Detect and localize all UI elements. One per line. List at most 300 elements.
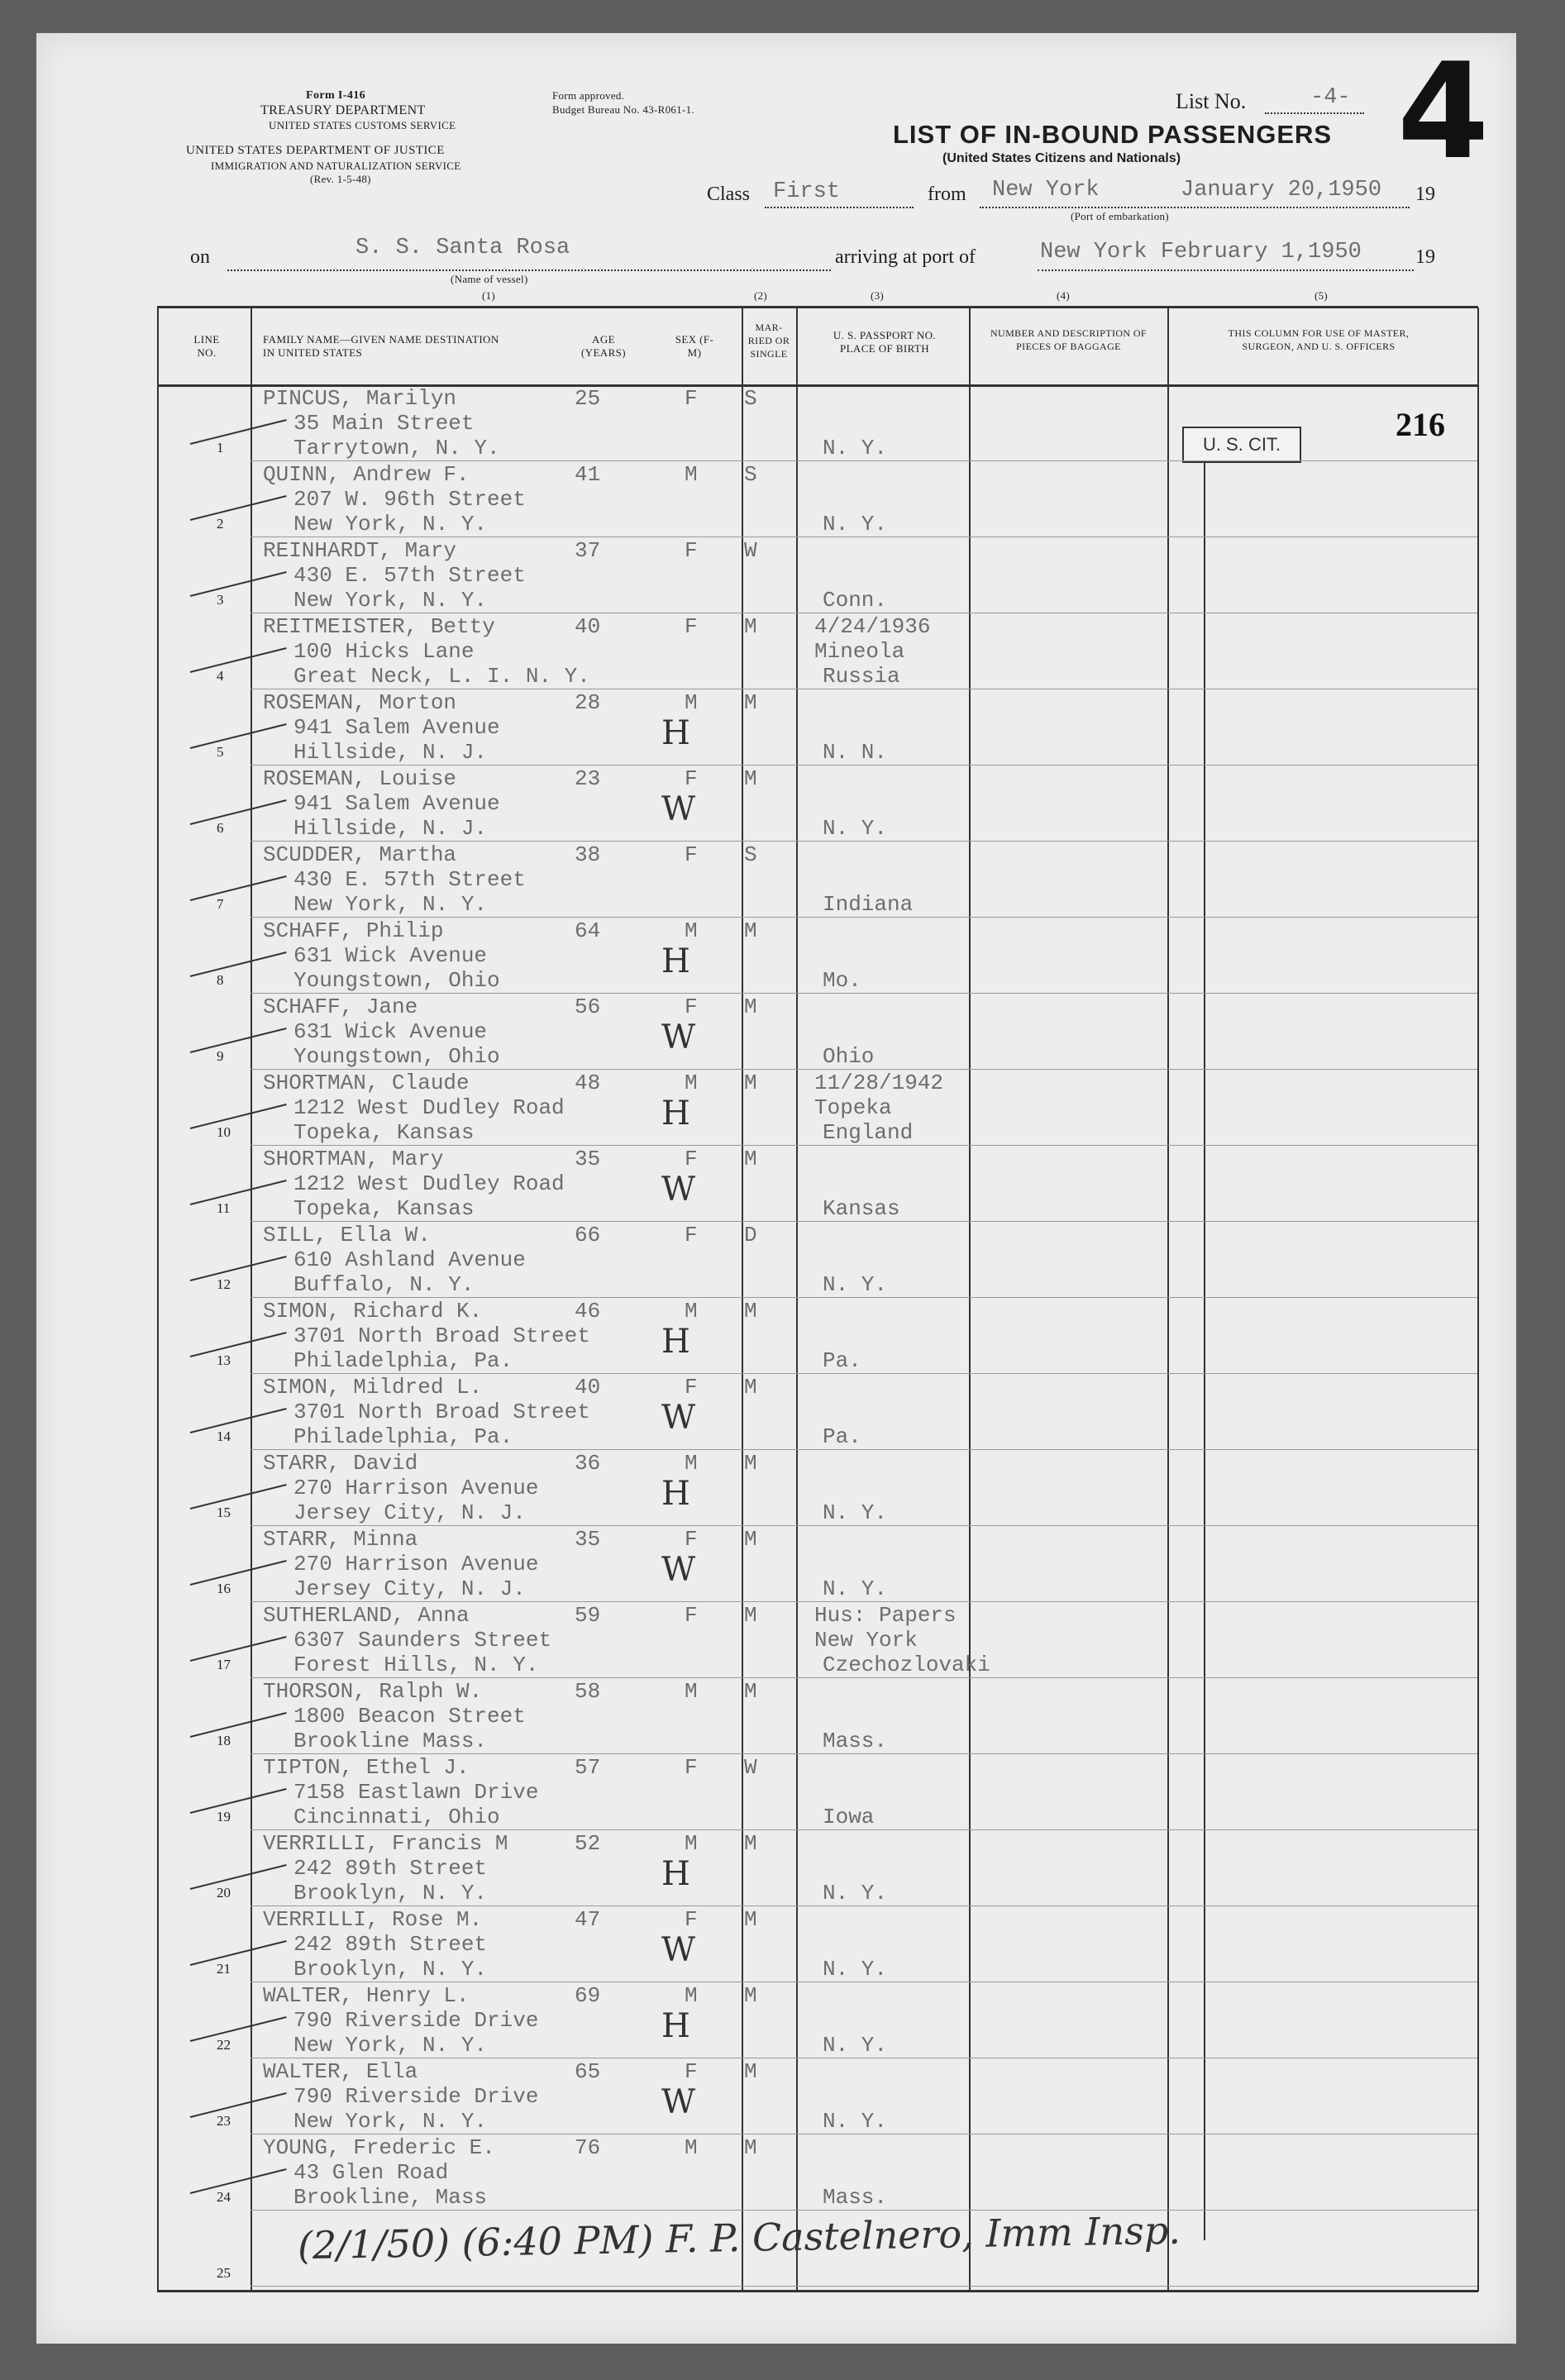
address-street: 1212 West Dudley Road bbox=[293, 1095, 565, 1120]
passenger-name: YOUNG, Frederic E. bbox=[263, 2135, 495, 2160]
marital-status: M bbox=[744, 2135, 757, 2160]
row-divider bbox=[250, 2286, 1477, 2287]
check-mark bbox=[190, 1864, 287, 1890]
passenger-name: QUINN, Andrew F. bbox=[263, 462, 470, 487]
hand-mark: W bbox=[661, 2083, 696, 2121]
marital-status: M bbox=[744, 766, 757, 791]
line-number: 19 bbox=[217, 1809, 231, 1824]
passenger-row bbox=[0, 385, 1565, 461]
line-number: 14 bbox=[217, 1428, 231, 1444]
check-mark bbox=[190, 2168, 287, 2194]
age: 35 bbox=[575, 1527, 601, 1552]
class-label: Class bbox=[707, 184, 751, 205]
birth-line-3: N. Y. bbox=[823, 816, 888, 841]
age: 59 bbox=[575, 1603, 601, 1628]
marital-status: M bbox=[744, 1375, 757, 1400]
marital-status: M bbox=[744, 690, 757, 715]
marital-status: S bbox=[744, 462, 757, 487]
sex: M bbox=[685, 1983, 698, 2008]
address-street: 430 E. 57th Street bbox=[293, 867, 526, 892]
hand-mark: W bbox=[661, 1171, 696, 1209]
check-mark bbox=[190, 799, 287, 825]
sex: M bbox=[685, 462, 698, 487]
passenger-row bbox=[0, 918, 1565, 994]
address-city: Tarrytown, N. Y. bbox=[293, 436, 500, 460]
age: 66 bbox=[575, 1223, 601, 1247]
customs-service: UNITED STATES CUSTOMS SERVICE bbox=[269, 119, 456, 131]
sex: M bbox=[685, 1451, 698, 1476]
col-num-5: (5) bbox=[1315, 289, 1329, 302]
marital-status: M bbox=[744, 1907, 757, 1932]
age: 58 bbox=[575, 1679, 601, 1704]
revision: (Rev. 1-5-48) bbox=[310, 173, 371, 185]
passenger-row bbox=[0, 689, 1565, 766]
birth-line-1: Hus: Papers bbox=[814, 1603, 957, 1628]
check-mark bbox=[190, 2092, 287, 2118]
marital-status: W bbox=[744, 1755, 757, 1780]
dept-name: TREASURY DEPARTMENT bbox=[260, 103, 426, 117]
document-title: LIST OF IN-BOUND PASSENGERS bbox=[893, 120, 1333, 149]
sex: F bbox=[685, 1755, 698, 1780]
address-street: 270 Harrison Avenue bbox=[293, 1552, 539, 1576]
vessel-caption: (Name of vessel) bbox=[451, 273, 528, 285]
line-number: 9 bbox=[217, 1048, 224, 1064]
marital-status: M bbox=[744, 994, 757, 1019]
marital-status: M bbox=[744, 1071, 757, 1095]
col-num-4: (4) bbox=[1057, 289, 1071, 302]
form-approved: Form approved. bbox=[552, 89, 625, 102]
birth-line-1: 4/24/1936 bbox=[814, 614, 931, 639]
birth-line-3: N. Y. bbox=[823, 2033, 888, 2058]
check-mark bbox=[190, 647, 287, 673]
passenger-row bbox=[0, 1526, 1565, 1602]
address-city: Jersey City, N. J. bbox=[293, 1576, 526, 1601]
birth-line-3: N. Y. bbox=[823, 1272, 888, 1297]
address-city: Cincinnati, Ohio bbox=[293, 1805, 500, 1829]
list-label: List No. bbox=[1176, 89, 1247, 113]
passenger-name: SHORTMAN, Mary bbox=[263, 1147, 444, 1171]
age: 64 bbox=[575, 918, 601, 943]
address-city: New York, N. Y. bbox=[293, 2109, 488, 2134]
passenger-row bbox=[0, 842, 1565, 918]
passenger-name: SHORTMAN, Claude bbox=[263, 1071, 470, 1095]
address-city: Buffalo, N. Y. bbox=[293, 1272, 475, 1297]
passenger-name: STARR, Minna bbox=[263, 1527, 418, 1552]
passenger-row bbox=[0, 1678, 1565, 1754]
address-city: New York, N. Y. bbox=[293, 512, 488, 537]
passenger-row bbox=[0, 1222, 1565, 1298]
marital-status: M bbox=[744, 1299, 757, 1324]
check-mark bbox=[190, 1180, 287, 1205]
sex: F bbox=[685, 1375, 698, 1400]
line-number: 12 bbox=[217, 1276, 231, 1292]
address-street: 430 E. 57th Street bbox=[293, 563, 526, 588]
passenger-row bbox=[0, 1070, 1565, 1146]
arriving-label: arriving at port of bbox=[835, 246, 976, 268]
birth-line-3: England bbox=[823, 1120, 914, 1145]
marital-status: M bbox=[744, 1603, 757, 1628]
address-street: 941 Salem Avenue bbox=[293, 791, 500, 816]
address-city: New York, N. Y. bbox=[293, 892, 488, 917]
vessel-name: S. S. Santa Rosa bbox=[355, 236, 570, 260]
passenger-name: SCUDDER, Martha bbox=[263, 842, 457, 867]
age: 52 bbox=[575, 1831, 601, 1856]
passenger-row bbox=[0, 1754, 1565, 1830]
line-number: 1 bbox=[217, 440, 224, 455]
marital-status: M bbox=[744, 1831, 757, 1856]
age: 46 bbox=[575, 1299, 601, 1324]
marital-status: M bbox=[744, 1527, 757, 1552]
sex: F bbox=[685, 538, 698, 563]
birth-line-3: Pa. bbox=[823, 1348, 861, 1373]
passenger-name: SUTHERLAND, Anna bbox=[263, 1603, 470, 1628]
passenger-name: VERRILLI, Francis M bbox=[263, 1831, 508, 1856]
check-mark bbox=[190, 1940, 287, 1966]
passenger-row bbox=[0, 461, 1565, 537]
birth-line-3: N. Y. bbox=[823, 2109, 888, 2134]
line-number: 4 bbox=[217, 668, 224, 684]
hand-mark: H bbox=[661, 1323, 690, 1361]
birth-line-3: N. Y. bbox=[823, 512, 888, 537]
line-number: 17 bbox=[217, 1657, 231, 1672]
header-line-no: LINE NO. bbox=[193, 333, 220, 359]
check-mark bbox=[190, 1028, 287, 1053]
from-label: from bbox=[928, 184, 966, 205]
hand-mark: W bbox=[661, 790, 696, 828]
col-num-2: (2) bbox=[754, 289, 768, 302]
address-street: 6307 Saunders Street bbox=[293, 1628, 552, 1653]
age: 36 bbox=[575, 1451, 601, 1476]
line-number: 23 bbox=[217, 2113, 231, 2129]
passenger-name: WALTER, Ella bbox=[263, 2059, 418, 2084]
line-number: 18 bbox=[217, 1733, 231, 1748]
line-number: 13 bbox=[217, 1352, 231, 1368]
sex: M bbox=[685, 1299, 698, 1324]
marital-status: S bbox=[744, 842, 757, 867]
hand-mark: H bbox=[661, 1475, 690, 1513]
passenger-name: VERRILLI, Rose M. bbox=[263, 1907, 483, 1932]
check-mark bbox=[190, 1484, 287, 1510]
hand-mark: H bbox=[661, 1095, 690, 1133]
line-number: 24 bbox=[217, 2189, 231, 2205]
address-city: Philadelphia, Pa. bbox=[293, 1424, 513, 1449]
age: 35 bbox=[575, 1147, 601, 1171]
birth-line-2: Topeka bbox=[814, 1095, 892, 1120]
check-mark bbox=[190, 1256, 287, 1281]
check-mark bbox=[190, 875, 287, 901]
line-number: 15 bbox=[217, 1505, 231, 1520]
address-street: 207 W. 96th Street bbox=[293, 487, 526, 512]
address-street: 3701 North Broad Street bbox=[293, 1400, 590, 1424]
check-mark bbox=[190, 1332, 287, 1357]
passenger-name: TIPTON, Ethel J. bbox=[263, 1755, 470, 1780]
marital-status: W bbox=[744, 538, 757, 563]
passenger-name: SIMON, Richard K. bbox=[263, 1299, 483, 1324]
hand-mark: W bbox=[661, 1931, 696, 1969]
sex: F bbox=[685, 994, 698, 1019]
sex: F bbox=[685, 2059, 698, 2084]
address-city: New York, N. Y. bbox=[293, 2033, 488, 2058]
line-number: 16 bbox=[217, 1581, 231, 1596]
address-city: Brookline, Mass bbox=[293, 2185, 488, 2210]
birth-line-3: Mass. bbox=[823, 2185, 888, 2210]
check-mark bbox=[190, 1788, 287, 1814]
birth-line-3: Conn. bbox=[823, 588, 888, 613]
age: 69 bbox=[575, 1983, 601, 2008]
passenger-name: THORSON, Ralph W. bbox=[263, 1679, 483, 1704]
birth-line-3: N. Y. bbox=[823, 1576, 888, 1601]
passenger-name: SCHAFF, Philip bbox=[263, 918, 444, 943]
class-value: First bbox=[773, 179, 841, 204]
sex: M bbox=[685, 1679, 698, 1704]
birth-line-3: Pa. bbox=[823, 1424, 861, 1449]
passenger-row bbox=[0, 1830, 1565, 1906]
header-officers: THIS COLUMN FOR USE OF MASTER, SURGEON, AND U. S. OFFICERS bbox=[1228, 327, 1410, 352]
sex: F bbox=[685, 1223, 698, 1247]
hand-mark: H bbox=[661, 714, 690, 752]
sex: M bbox=[685, 2135, 698, 2160]
header-baggage: NUMBER AND DESCRIPTION OF PIECES OF BAGGAGE bbox=[990, 327, 1148, 352]
address-street: 610 Ashland Avenue bbox=[293, 1247, 526, 1272]
passenger-name: STARR, David bbox=[263, 1451, 418, 1476]
line-number: 5 bbox=[217, 744, 224, 760]
age: 23 bbox=[575, 766, 601, 791]
address-street: 242 89th Street bbox=[293, 1856, 488, 1881]
address-street: 7158 Eastlawn Drive bbox=[293, 1780, 539, 1805]
embark-port: New York bbox=[992, 178, 1100, 203]
list-number-large: 4 bbox=[1397, 34, 1490, 188]
passenger-name: ROSEMAN, Louise bbox=[263, 766, 457, 791]
passenger-row bbox=[0, 1906, 1565, 1982]
birth-line-2: Mineola bbox=[814, 639, 905, 664]
address-city: Hillside, N. J. bbox=[293, 740, 488, 765]
age: 38 bbox=[575, 842, 601, 867]
birth-line-3: Ohio bbox=[823, 1044, 875, 1069]
check-mark bbox=[190, 952, 287, 977]
check-mark bbox=[190, 723, 287, 749]
sex: F bbox=[685, 1147, 698, 1171]
marital-status: D bbox=[744, 1223, 757, 1247]
line-number: 10 bbox=[217, 1124, 231, 1140]
address-city: Youngstown, Ohio bbox=[293, 968, 500, 993]
hand-mark: W bbox=[661, 1399, 696, 1437]
passenger-name: ROSEMAN, Morton bbox=[263, 690, 457, 715]
passenger-row bbox=[0, 766, 1565, 842]
check-mark bbox=[190, 2016, 287, 2042]
marital-status: M bbox=[744, 1679, 757, 1704]
birth-line-2: New York bbox=[814, 1628, 918, 1653]
passenger-row bbox=[0, 1298, 1565, 1374]
line-number: 8 bbox=[217, 972, 224, 988]
on-label: on bbox=[190, 246, 210, 268]
line-number: 6 bbox=[217, 820, 224, 836]
hand-mark: H bbox=[661, 1855, 690, 1893]
address-street: 3701 North Broad Street bbox=[293, 1324, 590, 1348]
sex: M bbox=[685, 1831, 698, 1856]
header-passport: U. S. PASSPORT NO. PLACE OF BIRTH bbox=[833, 329, 937, 355]
birth-line-3: Mass. bbox=[823, 1729, 888, 1753]
address-city: Youngstown, Ohio bbox=[293, 1044, 500, 1069]
line-number: 21 bbox=[217, 1961, 231, 1977]
document-subtitle: (United States Citizens and Nationals) bbox=[942, 151, 1181, 165]
age: 56 bbox=[575, 994, 601, 1019]
passenger-name: REITMEISTER, Betty bbox=[263, 614, 495, 639]
line-number: 11 bbox=[217, 1200, 231, 1216]
justice-dept: UNITED STATES DEPARTMENT OF JUSTICE bbox=[186, 144, 445, 157]
sex: F bbox=[685, 386, 698, 411]
address-street: 35 Main Street bbox=[293, 411, 475, 436]
address-city: Philadelphia, Pa. bbox=[293, 1348, 513, 1373]
passenger-name: SCHAFF, Jane bbox=[263, 994, 418, 1019]
birth-line-3: Russia bbox=[823, 664, 900, 689]
line-number: 22 bbox=[217, 2037, 231, 2053]
hand-mark: W bbox=[661, 1551, 696, 1589]
inspector-signature: (2/1/50) (6:40 PM) F. P. Castelnero, Imm Insp. bbox=[297, 2207, 1181, 2268]
address-street: 100 Hicks Lane bbox=[293, 639, 475, 664]
col-num-3: (3) bbox=[871, 289, 885, 302]
birth-line-3: N. Y. bbox=[823, 1500, 888, 1525]
passenger-name: WALTER, Henry L. bbox=[263, 1983, 470, 2008]
sex: M bbox=[685, 918, 698, 943]
passenger-row bbox=[0, 1982, 1565, 2058]
passenger-row bbox=[0, 2134, 1565, 2211]
age: 48 bbox=[575, 1071, 601, 1095]
address-city: New York, N. Y. bbox=[293, 588, 488, 613]
check-mark bbox=[190, 1408, 287, 1433]
year-suffix-2: 19 bbox=[1415, 246, 1435, 268]
col-num-1: (1) bbox=[482, 289, 496, 302]
address-street: 790 Riverside Drive bbox=[293, 2084, 539, 2109]
arrival-info: New York February 1,1950 bbox=[1040, 240, 1362, 265]
passenger-row bbox=[0, 2058, 1565, 2134]
passenger-row bbox=[0, 1450, 1565, 1526]
line-number: 25 bbox=[217, 2265, 231, 2281]
birth-line-3: N. Y. bbox=[823, 436, 888, 460]
passenger-name: SILL, Ella W. bbox=[263, 1223, 431, 1247]
us-citizen-stamp: U. S. CIT. bbox=[1182, 427, 1301, 463]
line-number: 2 bbox=[217, 516, 224, 532]
year-suffix: 19 bbox=[1415, 184, 1435, 205]
sex: F bbox=[685, 766, 698, 791]
address-city: Topeka, Kansas bbox=[293, 1196, 475, 1221]
passenger-row bbox=[0, 1374, 1565, 1450]
page-number: 216 bbox=[1396, 406, 1445, 443]
marital-status: M bbox=[744, 1451, 757, 1476]
address-street: 790 Riverside Drive bbox=[293, 2008, 539, 2033]
passenger-row bbox=[0, 994, 1565, 1070]
hand-mark: W bbox=[661, 1018, 696, 1056]
marital-status: M bbox=[744, 2059, 757, 2084]
line-number: 20 bbox=[217, 1885, 231, 1901]
birth-line-3: Iowa bbox=[823, 1805, 875, 1829]
ins-service: IMMIGRATION AND NATURALIZATION SERVICE bbox=[211, 160, 461, 172]
marital-status: S bbox=[744, 386, 757, 411]
age: 28 bbox=[575, 690, 601, 715]
marital-status: M bbox=[744, 918, 757, 943]
age: 25 bbox=[575, 386, 601, 411]
passenger-name: SIMON, Mildred L. bbox=[263, 1375, 483, 1400]
header-sex: SEX (F-M) bbox=[675, 333, 714, 359]
sex: F bbox=[685, 1603, 698, 1628]
sex: F bbox=[685, 614, 698, 639]
address-city: Brookline Mass. bbox=[293, 1729, 488, 1753]
sex: M bbox=[685, 1071, 698, 1095]
birth-line-3: N. Y. bbox=[823, 1881, 888, 1905]
marital-status: M bbox=[744, 1147, 757, 1171]
sex: F bbox=[685, 1527, 698, 1552]
passenger-name: PINCUS, Marilyn bbox=[263, 386, 457, 411]
address-city: Forest Hills, N. Y. bbox=[293, 1653, 539, 1677]
age: 57 bbox=[575, 1755, 601, 1780]
age: 40 bbox=[575, 614, 601, 639]
line-number: 7 bbox=[217, 896, 224, 912]
passenger-name: REINHARDT, Mary bbox=[263, 538, 457, 563]
check-mark bbox=[190, 1560, 287, 1586]
check-mark bbox=[190, 571, 287, 597]
check-mark bbox=[190, 495, 287, 521]
check-mark bbox=[190, 1636, 287, 1662]
address-street: 43 Glen Road bbox=[293, 2160, 449, 2185]
hand-mark: H bbox=[661, 942, 690, 980]
birth-line-3: N. Y. bbox=[823, 1957, 888, 1982]
passenger-row bbox=[0, 1602, 1565, 1678]
port-embark-caption: (Port of embarkation) bbox=[1071, 210, 1169, 222]
age: 41 bbox=[575, 462, 601, 487]
address-street: 631 Wick Avenue bbox=[293, 943, 488, 968]
header-name: FAMILY NAME—GIVEN NAME DESTINATION IN UNITED STATES bbox=[263, 333, 499, 359]
address-city: Great Neck, L. I. N. Y. bbox=[293, 664, 590, 689]
sex: F bbox=[685, 842, 698, 867]
address-city: Hillside, N. J. bbox=[293, 816, 488, 841]
header-married: MAR- RIED OR SINGLE bbox=[747, 322, 790, 360]
departure-date: January 20,1950 bbox=[1181, 178, 1382, 203]
age: 76 bbox=[575, 2135, 601, 2160]
marital-status: M bbox=[744, 1983, 757, 2008]
passenger-row bbox=[0, 613, 1565, 689]
address-street: 631 Wick Avenue bbox=[293, 1019, 488, 1044]
budget-bureau: Budget Bureau No. 43-R061-1. bbox=[552, 103, 694, 116]
address-street: 1800 Beacon Street bbox=[293, 1704, 526, 1729]
form-number: Form I-416 bbox=[306, 89, 366, 102]
birth-line-3: Mo. bbox=[823, 968, 861, 993]
header-age: AGE (YEARS) bbox=[580, 333, 627, 359]
age: 47 bbox=[575, 1907, 601, 1932]
address-city: Brooklyn, N. Y. bbox=[293, 1957, 488, 1982]
birth-line-3: Kansas bbox=[823, 1196, 900, 1221]
address-street: 1212 West Dudley Road bbox=[293, 1171, 565, 1196]
birth-line-3: N. N. bbox=[823, 740, 888, 765]
address-city: Brooklyn, N. Y. bbox=[293, 1881, 488, 1905]
birth-line-1: 11/28/1942 bbox=[814, 1071, 944, 1095]
address-street: 941 Salem Avenue bbox=[293, 715, 500, 740]
marital-status: M bbox=[744, 614, 757, 639]
birth-line-3: Czechozlovaki bbox=[823, 1653, 990, 1677]
check-mark bbox=[190, 1104, 287, 1129]
address-city: Jersey City, N. J. bbox=[293, 1500, 526, 1525]
birth-line-3: Indiana bbox=[823, 892, 914, 917]
age: 40 bbox=[575, 1375, 601, 1400]
check-mark bbox=[190, 1712, 287, 1738]
passenger-row bbox=[0, 537, 1565, 613]
age: 37 bbox=[575, 538, 601, 563]
address-street: 270 Harrison Avenue bbox=[293, 1476, 539, 1500]
sex: M bbox=[685, 690, 698, 715]
address-street: 242 89th Street bbox=[293, 1932, 488, 1957]
hand-mark: H bbox=[661, 2007, 690, 2045]
check-mark bbox=[190, 419, 287, 445]
address-city: Topeka, Kansas bbox=[293, 1120, 475, 1145]
passenger-row bbox=[0, 1146, 1565, 1222]
